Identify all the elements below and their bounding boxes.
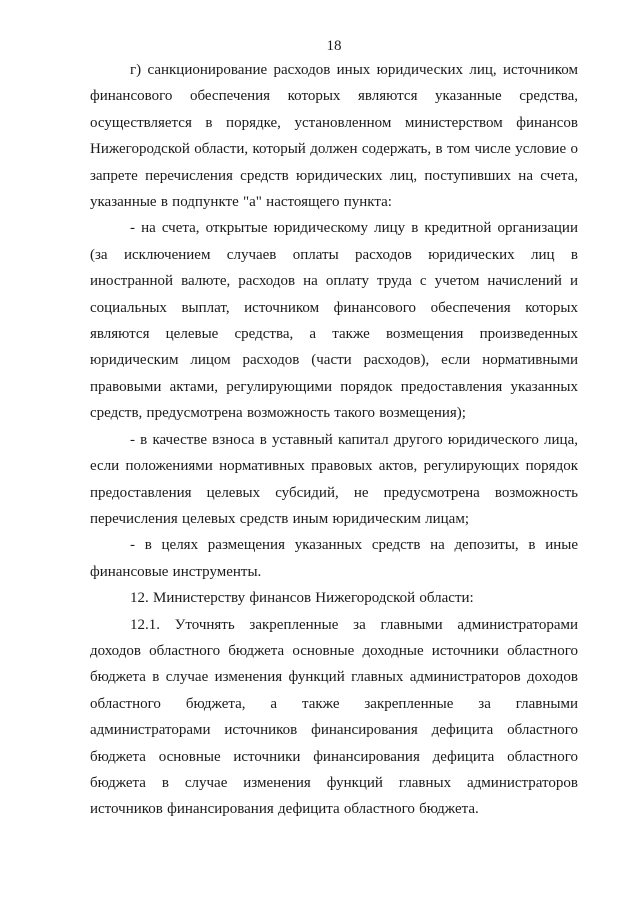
body-text [90, 57, 578, 823]
paragraph-bullet-capital: - в качестве взноса в уставный капитал другого юридического лица, если положениями нормативных правовых актов, регулирующих порядок предоставления целевых субсидий, не предусмотрена возможность перечисления целевых средств иным юридическим лицам; [90, 431, 578, 527]
paragraph-item-g: г) санкционирование расходов иных юридических лиц, источником финансового обеспечения которых являются указанные средства, осуществляется в порядке, установленном министерством финансов Нижегородской области, который должен содержать, в том числе условие о запрете перечисления средств юридических лиц, поступивших на счета, указанные в подпункте "а" настоящего пункта: [90, 62, 578, 211]
document-page [90, 0, 578, 905]
paragraph-bullet-accounts: - на счета, открытые юридическому лицу в кредитной организации (за исключением случаев оплаты расходов юридических лиц в иностранной валюте, расходов на оплату труда с учетом начислений и социальных выплат, источником финансового обеспечения которых являются целевые средства, а также возмещения произведенных юридическим лицом расходов (части расходов), если нормативными правовыми актами, регулирующими порядок предоставления указанных средств, предусмотрена возможность такого возмещения); [90, 220, 578, 422]
paragraph-section-12-1: 12.1. Уточнять закрепленные за главными администраторами доходов областного бюджета основные доходные источники областного бюджета в случае изменения функций главных администраторов доходов областного бюджета, а также закрепленные за главными администраторами источников финансирования дефицита областного бюджета основные источники финансирования дефицита областного бюджета в случае изменения функций главных администраторов источников финансирования дефицита областного бюджета. [90, 616, 578, 818]
paragraph-bullet-deposits: - в целях размещения указанных средств на депозиты, в иные финансовые инструменты. [90, 537, 578, 580]
paragraph-section-12: 12. Министерству финансов Нижегородской области: [130, 590, 474, 607]
page-number: 18 [326, 38, 342, 54]
